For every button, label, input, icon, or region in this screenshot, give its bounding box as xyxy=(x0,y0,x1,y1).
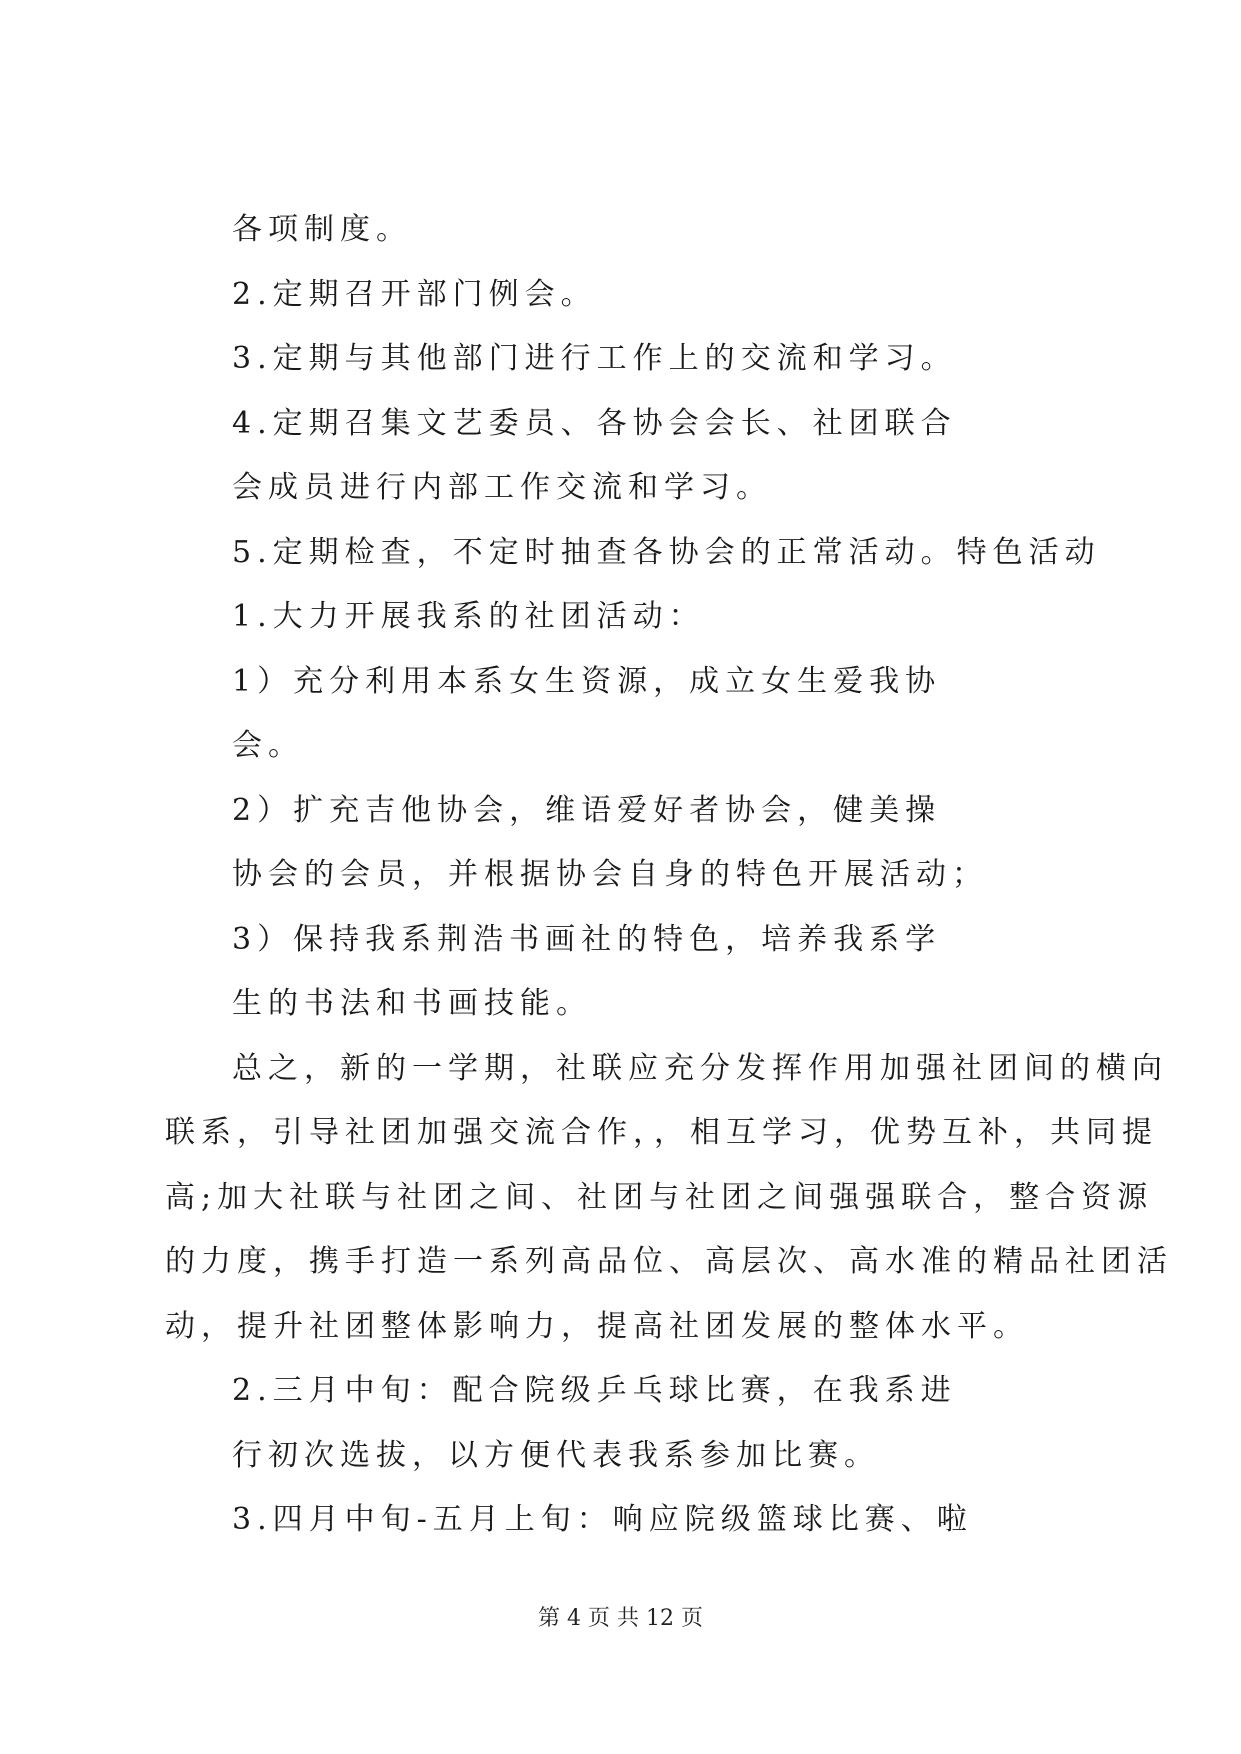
text-line: 联系，引导社团加强交流合作，，相互学习，优势互补，共同提 xyxy=(165,1115,1158,1150)
text-line: 2.定期召开部门例会。 xyxy=(232,277,597,312)
text-line: 会成员进行内部工作交流和学习。 xyxy=(232,470,772,505)
text-line: 高;加大社联与社团之间、社团与社团之间强强联合，整合资源 xyxy=(165,1180,1154,1215)
text-line: 协会的会员，并根据协会自身的特色开展活动； xyxy=(232,857,988,892)
text-line: 行初次选拔，以方便代表我系参加比赛。 xyxy=(232,1438,880,1473)
text-line: 各项制度。 xyxy=(232,212,412,247)
page-footer: 第 4 页 共 12 页 xyxy=(538,1606,703,1631)
text-line: 5.定期检查，不定时抽查各协会的正常活动。特色活动 xyxy=(232,535,1101,570)
text-line: 2.三月中旬：配合院级乒乓球比赛，在我系进 xyxy=(232,1373,957,1408)
text-line: 1）充分利用本系女生资源，成立女生爱我协 xyxy=(232,664,942,699)
text-line: 3.四月中旬-五月上旬：响应院级篮球比赛、啦 xyxy=(232,1502,973,1537)
text-line: 4.定期召集文艺委员、各协会会长、社团联合 xyxy=(232,406,957,441)
text-line: 1.大力开展我系的社团活动： xyxy=(232,599,705,634)
text-line: 的力度，携手打造一系列高品位、高层次、高水准的精品社团活 xyxy=(165,1244,1173,1279)
text-line: 动，提升社团整体影响力，提高社团发展的整体水平。 xyxy=(165,1309,1029,1344)
paragraph-first-line: 总之，新的一学期，社联应充分发挥作用加强社团间的横向 xyxy=(232,1051,1168,1086)
text-line: 2）扩充吉他协会，维语爱好者协会，健美操 xyxy=(232,793,942,828)
text-line: 会。 xyxy=(232,728,304,763)
text-line: 3）保持我系荆浩书画社的特色，培养我系学 xyxy=(232,922,942,957)
text-line: 生的书法和书画技能。 xyxy=(232,986,592,1021)
text-line: 3.定期与其他部门进行工作上的交流和学习。 xyxy=(232,341,957,376)
